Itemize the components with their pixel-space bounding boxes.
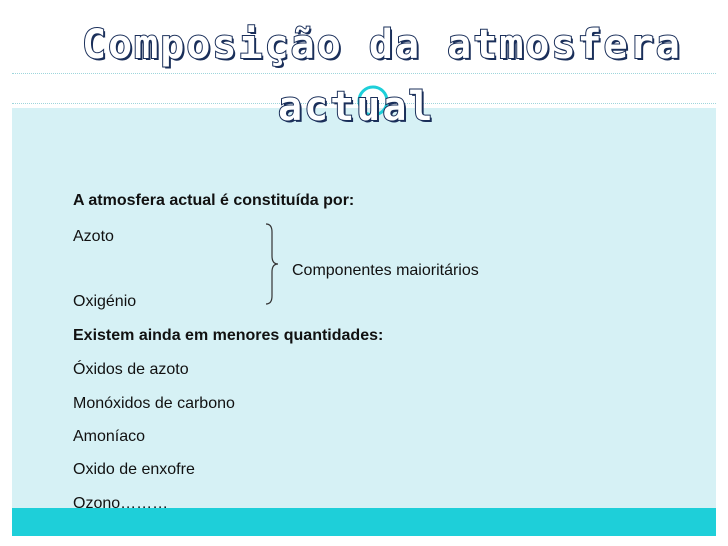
minor-heading: Existem ainda em menores quantidades: (73, 327, 384, 344)
list-item: Óxidos de azoto (73, 361, 189, 378)
list-item: Amoníaco (73, 428, 146, 445)
header-divider-top (12, 73, 716, 74)
list-item: Ozono……… (73, 495, 169, 512)
slide-title-line-2: actual (278, 84, 435, 130)
list-item: Monóxidos de carbono (73, 395, 235, 412)
list-item: Oxido de enxofre (73, 461, 195, 478)
list-item: Oxigénio (73, 293, 137, 310)
right-brace-icon (262, 222, 286, 306)
list-item: Azoto (73, 228, 114, 245)
intro-text: A atmosfera actual é constituída por: (73, 192, 355, 209)
slide-title-line-1: Composição da atmosfera (82, 22, 682, 68)
brace-label: Componentes maioritários (292, 262, 479, 279)
